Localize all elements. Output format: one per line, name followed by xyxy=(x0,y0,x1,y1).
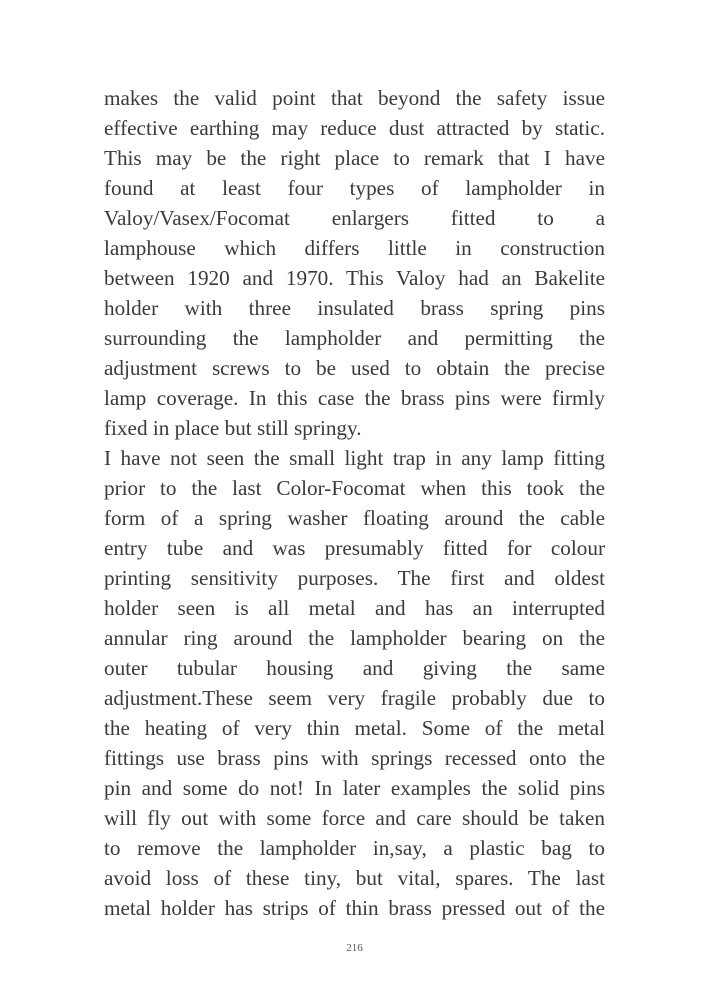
text-line: fittings use brass pins with springs recessed onto the xyxy=(104,746,605,770)
text-line: surrounding the lampholder and permitting the xyxy=(104,326,605,350)
text-line: will fly out with some force and care should be taken xyxy=(104,806,605,830)
text-line: lamp coverage. In this case the brass pins were firmly xyxy=(104,386,605,410)
text-line: between 1920 and 1970. This Valoy had an Bakelite xyxy=(104,266,605,290)
text-line: makes the valid point that beyond the safety issue xyxy=(104,86,605,110)
text-line: This may be the right place to remark that I have xyxy=(104,146,605,170)
text-line: to remove the lampholder in,say, a plastic bag to xyxy=(104,836,605,860)
text-line: avoid loss of these tiny, but vital, spares. The last xyxy=(104,866,605,890)
paragraph-2 xyxy=(104,443,605,923)
text-line: I have not seen the small light trap in any lamp fitting xyxy=(104,446,605,470)
text-line: the heating of very thin metal. Some of the metal xyxy=(104,716,605,740)
text-line: fixed in place but still springy. xyxy=(104,416,362,440)
text-line: outer tubular housing and giving the same xyxy=(104,656,605,680)
text-line: holder with three insulated brass spring pins xyxy=(104,296,605,320)
text-line: prior to the last Color-Focomat when this took the xyxy=(104,476,605,500)
text-line: entry tube and was presumably fitted for colour xyxy=(104,536,605,560)
text-line: printing sensitivity purposes. The first and oldest xyxy=(104,566,605,590)
text-line: effective earthing may reduce dust attracted by static. xyxy=(104,116,605,140)
text-line: lamphouse which differs little in construction xyxy=(104,236,605,260)
text-line: Valoy/Vasex/Focomat enlargers fitted to a xyxy=(104,206,605,230)
text-line: found at least four types of lampholder in xyxy=(104,176,605,200)
text-line: pin and some do not! In later examples the solid pins xyxy=(104,776,605,800)
text-line: annular ring around the lampholder bearing on the xyxy=(104,626,605,650)
text-line: form of a spring washer floating around the cable xyxy=(104,506,605,530)
text-line: adjustment screws to be used to obtain the precise xyxy=(104,356,605,380)
text-line: holder seen is all metal and has an interrupted xyxy=(104,596,605,620)
page-number: 216 xyxy=(346,942,363,954)
paragraph-1 xyxy=(104,83,605,443)
text-line: metal holder has strips of thin brass pressed out of the xyxy=(104,896,605,920)
body-text xyxy=(104,83,605,923)
text-line: adjustment.These seem very fragile probably due to xyxy=(104,686,605,710)
